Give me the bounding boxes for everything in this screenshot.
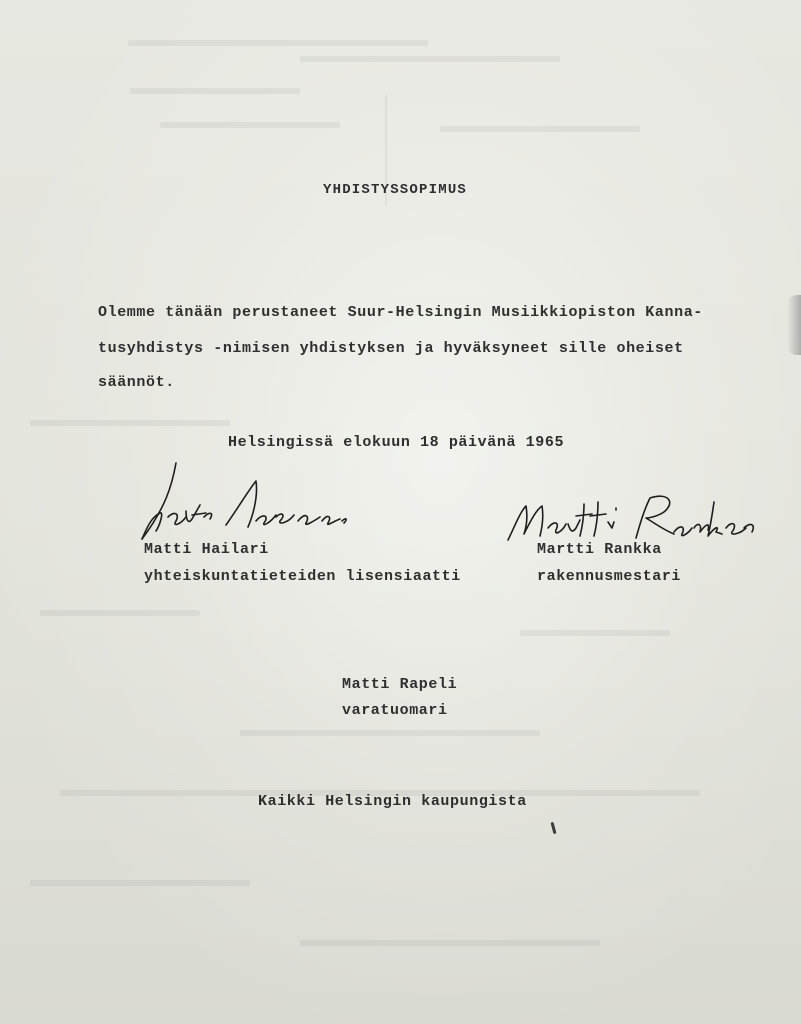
body-line-3: säännöt. <box>98 374 175 391</box>
body-line-2: tusyhdistys -nimisen yhdistyksen ja hyväksyneet sille oheiset <box>98 340 684 357</box>
page-edge-shadow <box>787 295 801 355</box>
show-through-line <box>160 122 340 128</box>
place-date: Helsingissä elokuun 18 päivänä 1965 <box>228 434 565 451</box>
show-through-line <box>440 126 640 132</box>
signatory-3-name: Matti Rapeli <box>342 676 458 693</box>
show-through-line <box>300 940 600 946</box>
handwritten-signature-1 <box>130 455 360 555</box>
show-through-line <box>240 730 540 736</box>
document-title: YHDISTYSSOPIMUS <box>323 182 468 198</box>
show-through-line <box>300 56 560 62</box>
signatory-3-title: varatuomari <box>342 702 448 719</box>
show-through-line <box>130 88 300 94</box>
signatory-2-title: rakennusmestari <box>537 568 682 585</box>
show-through-line <box>40 610 200 616</box>
signatory-1-title: yhteiskuntatieteiden lisensiaatti <box>144 568 461 585</box>
signatory-1-name: Matti Hailari <box>144 541 269 558</box>
pen-mark <box>550 822 556 834</box>
show-through-line <box>30 420 230 426</box>
signatory-2-name: Martti Rankka <box>537 541 662 558</box>
show-through-line <box>520 630 670 636</box>
show-through-line <box>30 880 250 886</box>
closing-line: Kaikki Helsingin kaupungista <box>258 793 527 810</box>
body-line-1: Olemme tänään perustaneet Suur-Helsingin Musiikkiopiston Kanna- <box>98 304 703 321</box>
show-through-line <box>128 40 428 46</box>
